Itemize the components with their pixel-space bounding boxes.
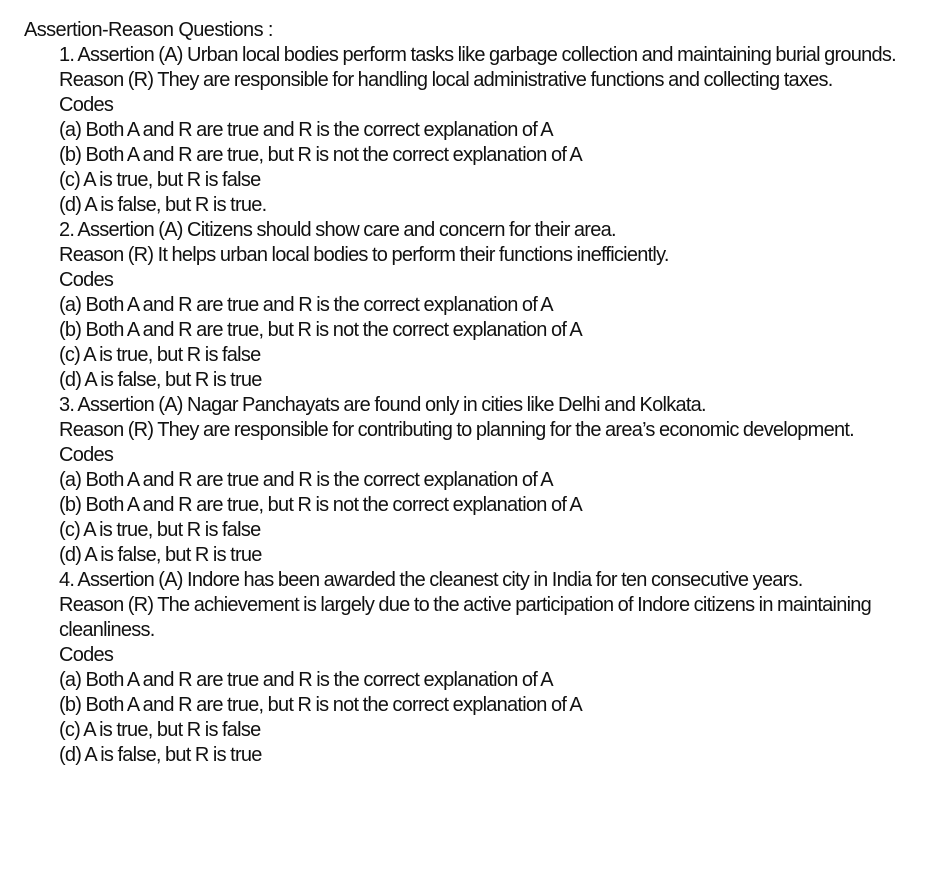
question-1-option-a: (a) Both A and R are true and R is the correct explanation of A [59,119,553,141]
question-2-option-b: (b) Both A and R are true, but R is not the correct explanation of A [59,319,582,341]
question-4-reason: Reason (R) The achievement is largely due to the active participation of Indore citizens in maintaining cleanliness. [59,594,872,641]
question-4-option-b: (b) Both A and R are true, but R is not the correct explanation of A [59,694,582,716]
question-3-reason: Reason (R) They are responsible for contributing to planning for the area’s economic development. [59,419,854,441]
question-4-option-a: (a) Both A and R are true and R is the correct explanation of A [59,669,553,691]
question-1-option-b: (b) Both A and R are true, but R is not the correct explanation of A [59,144,582,166]
question-2-assertion: 2. Assertion (A) Citizens should show care and concern for their area. [59,219,616,241]
question-1-codes-label: Codes [59,94,114,116]
question-4-assertion: 4. Assertion (A) Indore has been awarded the cleanest city in India for ten consecutive years. [59,569,803,591]
question-3-option-b: (b) Both A and R are true, but R is not the correct explanation of A [59,494,582,516]
question-2-reason: Reason (R) It helps urban local bodies to perform their functions inefficiently. [59,244,669,266]
question-1-assertion: 1. Assertion (A) Urban local bodies perform tasks like garbage collection and maintaining burial grounds. [59,44,896,66]
question-2 [59,218,939,393]
question-2-option-c: (c) A is true, but R is false [59,344,261,366]
assertion-reason-document [24,18,939,768]
question-1-option-c: (c) A is true, but R is false [59,169,261,191]
question-3 [59,393,939,568]
question-1-reason: Reason (R) They are responsible for handling local administrative functions and collecting taxes. [59,69,833,91]
question-3-option-a: (a) Both A and R are true and R is the correct explanation of A [59,469,553,491]
question-4-codes-label: Codes [59,644,114,666]
question-3-option-c: (c) A is true, but R is false [59,519,261,541]
question-2-option-a: (a) Both A and R are true and R is the correct explanation of A [59,294,553,316]
question-2-codes-label: Codes [59,269,114,291]
questions-list [59,43,939,768]
question-1 [59,43,939,218]
question-2-option-d: (d) A is false, but R is true [59,369,262,391]
question-3-option-d: (d) A is false, but R is true [59,544,262,566]
question-3-assertion: 3. Assertion (A) Nagar Panchayats are found only in cities like Delhi and Kolkata. [59,394,706,416]
question-4-option-c: (c) A is true, but R is false [59,719,261,741]
question-1-option-d: (d) A is false, but R is true. [59,194,267,216]
question-4-option-d: (d) A is false, but R is true [59,744,262,766]
document-heading: Assertion-Reason Questions : [24,19,273,41]
question-4 [59,568,939,768]
question-3-codes-label: Codes [59,444,114,466]
